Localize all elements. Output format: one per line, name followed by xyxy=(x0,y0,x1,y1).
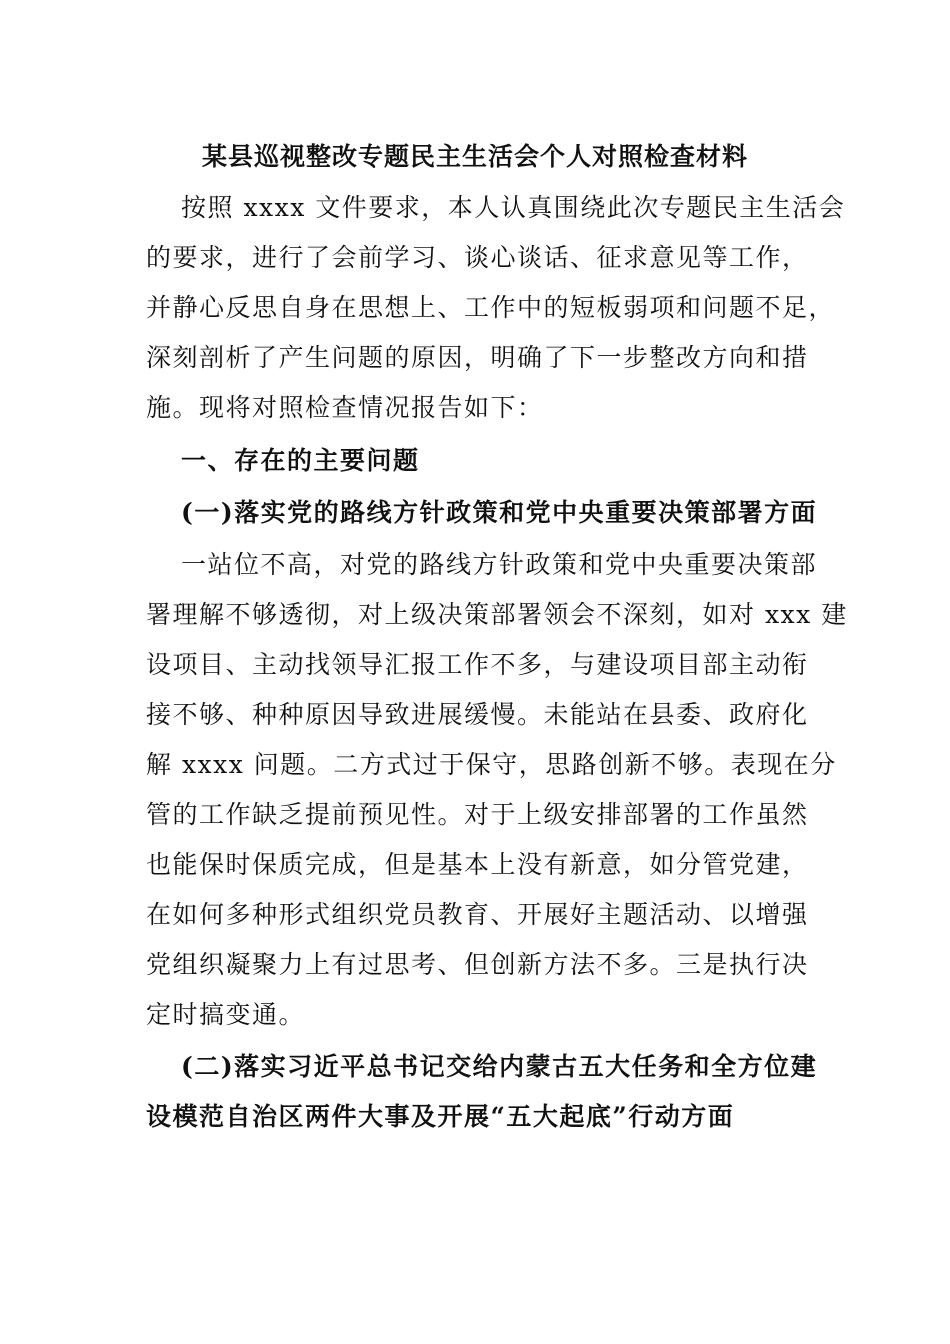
body-line-10: 定时搞变通。 xyxy=(146,1000,306,1029)
intro-line-1: 按照 xxxx 文件要求，本人认真围绕此次专题民主生活会 xyxy=(181,193,846,222)
intro-line-5: 施。现将对照检查情况报告如下： xyxy=(146,393,544,422)
body-line-2: 署理解不够透彻，对上级决策部署领会不深刻，如对 xxx 建 xyxy=(146,600,848,629)
body-line-1: 一站位不高，对党的路线方针政策和党中央重要决策部 xyxy=(181,550,818,579)
body-line-4: 接不够、种种原因导致进展缓慢。未能站在县委、政府化 xyxy=(146,700,809,729)
body-line-8: 在如何多种形式组织党员教育、开展好主题活动、以增强 xyxy=(146,900,809,929)
intro-line-4: 深刻剖析了产生问题的原因，明确了下一步整改方向和措 xyxy=(146,343,809,372)
section-1-heading: 一、存在的主要问题 xyxy=(181,446,420,475)
subsection-2-heading-line-2: 设模范自治区两件大事及开展“五大起底”行动方面 xyxy=(146,1102,735,1131)
body-line-6: 管的工作缺乏提前预见性。对于上级安排部署的工作虽然 xyxy=(146,800,809,829)
subsection-2-heading-line-1: (二)落实习近平总书记交给内蒙古五大任务和全方位建 xyxy=(181,1052,818,1081)
body-line-5: 解 xxxx 问题。二方式过于保守，思路创新不够。表现在分 xyxy=(146,750,837,779)
body-line-7: 也能保时保质完成，但是基本上没有新意，如分管党建， xyxy=(146,850,809,879)
body-line-9: 党组织凝聚力上有过思考、但创新方法不多。三是执行决 xyxy=(146,950,809,979)
intro-line-2: 的要求，进行了会前学习、谈心谈话、征求意见等工作， xyxy=(146,243,809,272)
body-line-3: 设项目、主动找领导汇报工作不多，与建设项目部主动衔 xyxy=(146,650,809,679)
document-title: 某县巡视整改专题民主生活会个人对照检查材料 xyxy=(201,142,748,171)
subsection-1-heading: (一)落实党的路线方针政策和党中央重要决策部署方面 xyxy=(181,498,818,527)
intro-line-3: 并静心反思自身在思想上、工作中的短板弱项和问题不足， xyxy=(146,293,836,322)
